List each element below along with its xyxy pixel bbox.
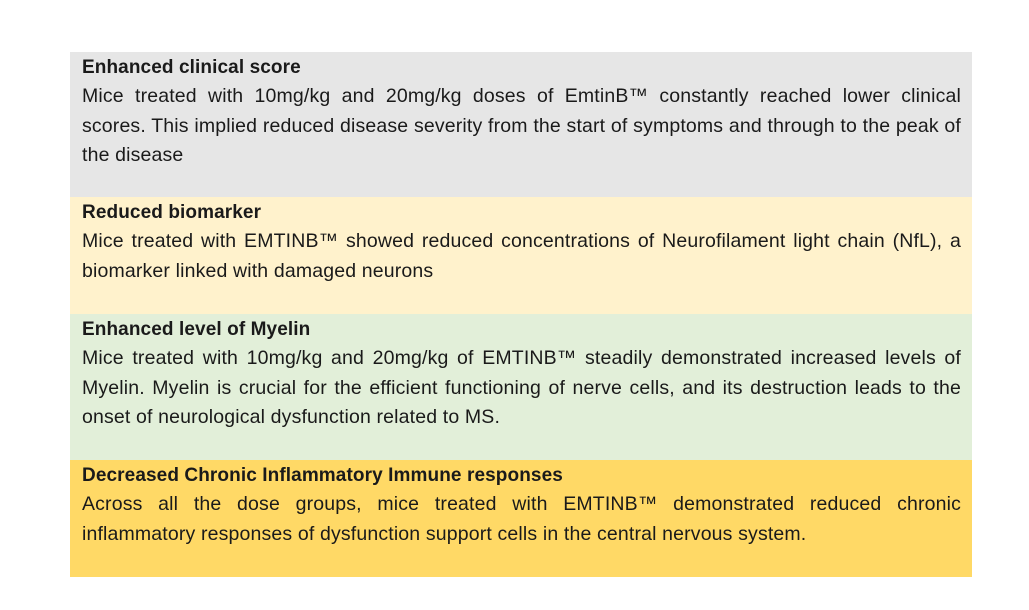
finding-title: Enhanced clinical score bbox=[82, 57, 301, 78]
finding-panel-inflammatory bbox=[70, 460, 972, 577]
finding-panel-myelin bbox=[70, 314, 972, 460]
finding-text: Mice treated with 10mg/kg and 20mg/kg doses of EmtinB™ constantly reached lower clinical scores. This implied reduced disease severity from the start of symptoms and through to the peak of the disease bbox=[82, 85, 961, 166]
findings-table bbox=[70, 52, 972, 577]
finding-title: Decreased Chronic Inflammatory Immune responses bbox=[82, 465, 563, 486]
finding-title: Enhanced level of Myelin bbox=[82, 319, 311, 340]
finding-title: Reduced biomarker bbox=[82, 202, 262, 223]
finding-panel-clinical-score bbox=[70, 52, 972, 197]
finding-text: Across all the dose groups, mice treated with EMTINB™ demonstrated reduced chronic inflammatory responses of dysfunction support cells in the central nervous system. bbox=[82, 493, 961, 545]
finding-text: Mice treated with 10mg/kg and 20mg/kg of EMTINB™ steadily demonstrated increased levels of Myelin. Myelin is crucial for the efficient functioning of nerve cells, and its destruction leads to the onset of neurological dysfunction related to MS. bbox=[82, 347, 961, 428]
finding-panel-biomarker bbox=[70, 197, 972, 314]
finding-text: Mice treated with EMTINB™ showed reduced concentrations of Neurofilament light chain (NfL), a biomarker linked with damaged neurons bbox=[82, 230, 961, 282]
